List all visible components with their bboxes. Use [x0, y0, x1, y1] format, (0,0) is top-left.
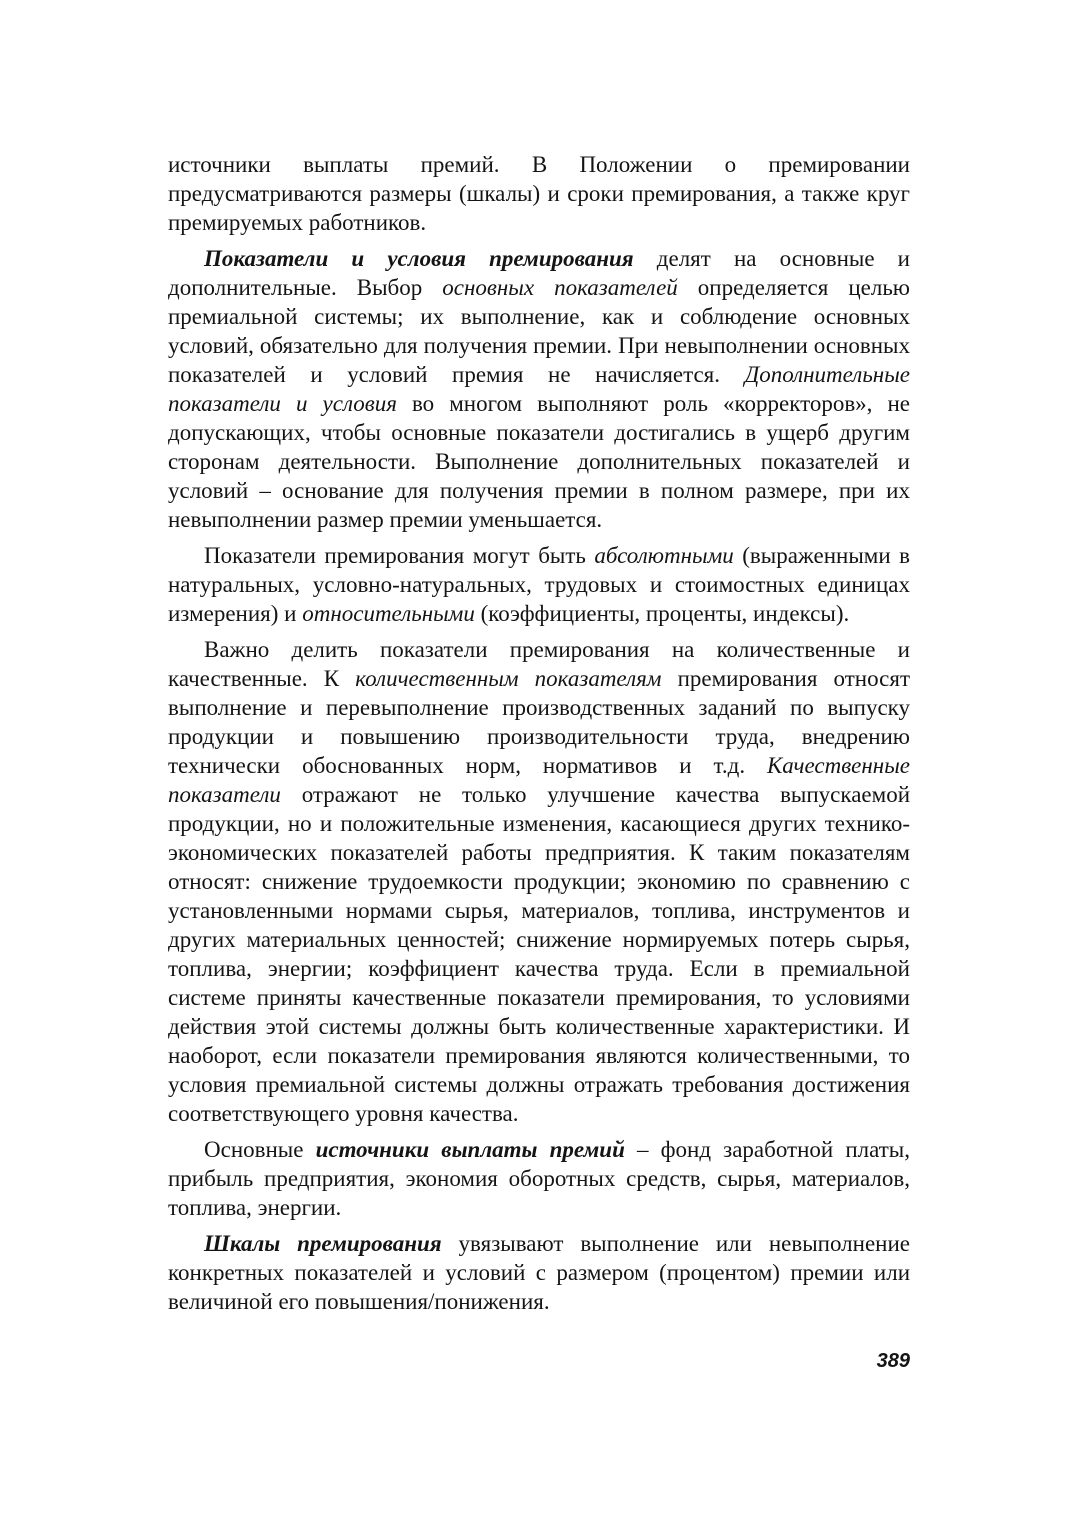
- italic-term: основных показателей: [442, 275, 678, 300]
- paragraph: [168, 635, 910, 1128]
- paragraph-text: отражают не только улучшение качества выпускаемой продукции, но и положительные изменения, касающиеся других технико-экономических показателей работы предприятия. К таким показателям относят: снижение трудоемкости продукции; экономию по сравнению с установленными нормами сырья, материалов, топлива, инструментов и других материальных ценностей; снижение нормируемых потерь сырья, топлива, энергии; коэффициент качества труда. Если в премиальной системе приняты качественные показатели премирования, то условиями действия этой системы должны быть количественные характеристики. И наоборот, если показатели премирования являются количественными, то условия премиальной системы должны отражать требования достижения соответствующего уровня качества.: [168, 782, 910, 1126]
- paragraph-text: источники выплаты премий. В Положении о премировании предусматриваются размеры (шкалы) и сроки премирования, а также круг премируемых работников.: [168, 152, 910, 235]
- paragraph-text: Показатели премирования могут быть: [204, 543, 595, 568]
- emphasized-term: источники выплаты премий: [315, 1137, 625, 1162]
- paragraph-text: делят на основные и дополнительные. Выбор: [168, 246, 910, 300]
- italic-term: абсолютными: [594, 543, 734, 568]
- paragraph-text: – фонд заработной платы, прибыль предприятия, экономия оборотных средств, сырья, материалов, топлива, энергии.: [168, 1137, 910, 1220]
- paragraph-text: премирования относят выполнение и перевыполнение производственных заданий по выпуску продукции и повышению производительности труда, внедрению технически обоснованных норм, нормативов и т.д.: [168, 666, 910, 778]
- paragraph-text: во многом выполняют роль «корректоров», не допускающих, чтобы основные показатели достигались в ущерб другим сторонам деятельности. Выполнение дополнительных показателей и условий – основание для получения премии в полном размере, при их невыполнении размер премии уменьшается.: [168, 391, 910, 532]
- paragraph-text: Основные: [204, 1137, 316, 1162]
- paragraph-text: Важно делить показатели премирования на количественные и качественные. К: [168, 637, 910, 691]
- paragraph: [168, 244, 910, 534]
- paragraph-text: (выраженными в натуральных, условно-натуральных, трудовых и стоимостных единицах измерения) и: [168, 543, 910, 626]
- italic-term: Качественные показатели: [168, 753, 910, 807]
- paragraph: [168, 150, 910, 237]
- page-number: 389: [876, 1350, 910, 1372]
- paragraph: [168, 1135, 910, 1222]
- paragraph-text: увязывают выполнение или невыполнение конкретных показателей и условий с размером (процентом) премии или величиной его повышения/понижения.: [168, 1231, 911, 1314]
- italic-term: относительными: [302, 601, 475, 626]
- paragraph-text: определяется целью премиальной системы; их выполнение, как и соблюдение основных условий, обязательно для получения премии. При невыполнении основных показателей и условий премия не начисляется.: [168, 275, 910, 387]
- italic-term: Дополнительные показатели и условия: [168, 362, 910, 416]
- emphasized-term: Показатели и условия премирования: [204, 246, 634, 271]
- emphasized-term: Шкалы премирования: [204, 1231, 442, 1256]
- page-body: [168, 150, 910, 1323]
- paragraph-text: (коэффициенты, проценты, индексы).: [474, 601, 850, 626]
- italic-term: количественным показателям: [355, 666, 662, 691]
- paragraph: [168, 1229, 910, 1316]
- paragraph: [168, 541, 910, 628]
